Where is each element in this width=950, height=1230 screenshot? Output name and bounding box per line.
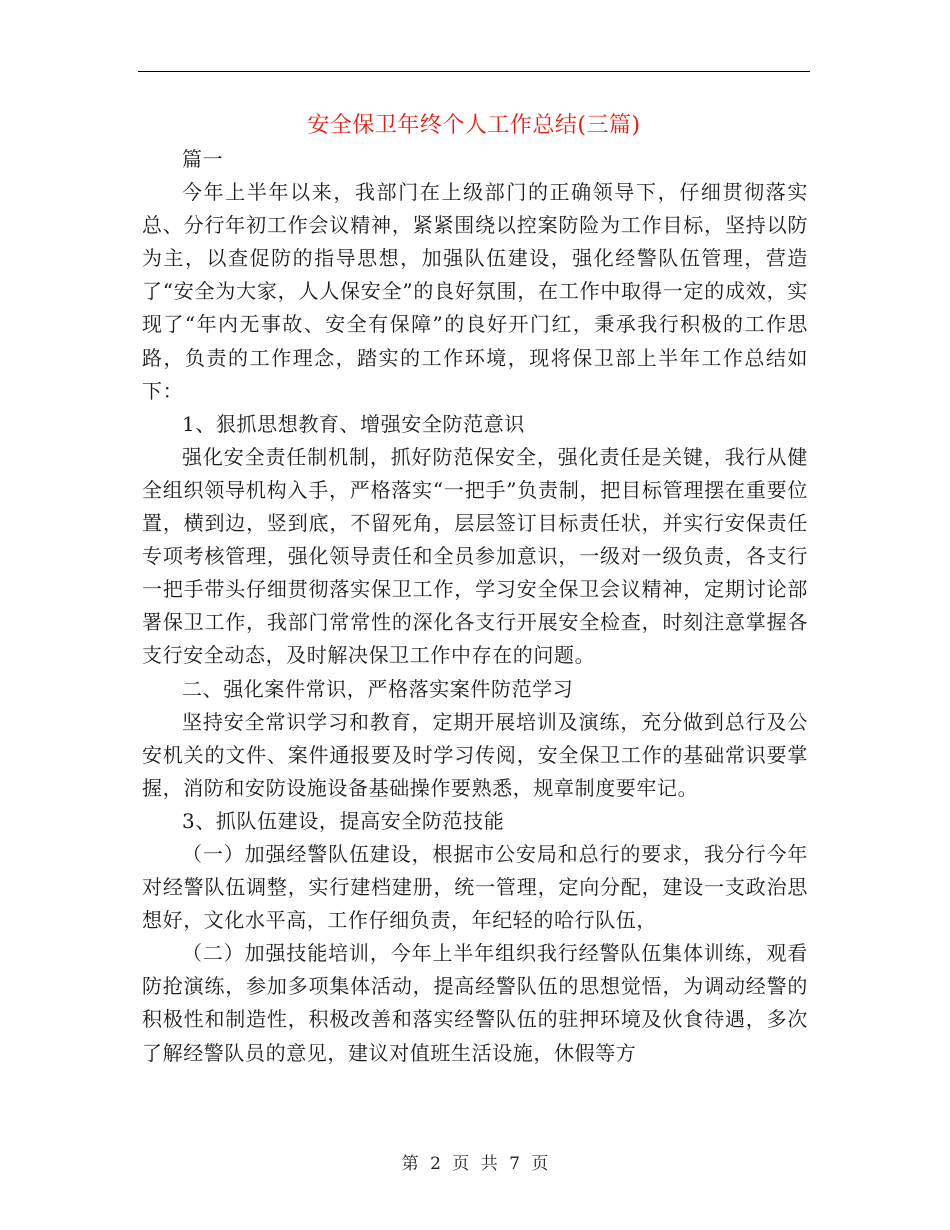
section-heading: 3、抓队伍建设，提高安全防范技能 [182,808,505,833]
section-label: 篇一 [182,147,224,171]
paragraph: （一）加强经警队伍建设，根据市公安局和总行的要求，我分行今年对经警队伍调整，实行建档建册，统一管理，定向分配，建设一支政治思想好，文化水平高，工作仔细负责，年纪轻的哈行队伍， [142,841,808,933]
paragraph: 坚持安全常识学习和教育，定期开展培训及演练，充分做到总行及公安机关的文件、案件通报要及时学习传阅，安全保卫工作的基础常识要掌握，消防和安防设施设备基础操作要熟悉，规章制度要牢记。 [142,709,808,800]
section-heading: 二、强化案件常识，严格落实案件防范学习 [182,676,574,701]
header-rule [138,71,810,72]
paragraph: （二）加强技能培训，今年上半年组织我行经警队伍集体训练，观看防抢演练，参加多项集体活动，提高经警队伍的思想觉悟，为调动经警的积极性和制造性，积极改善和落实经警队伍的驻押环境及伙食待遇，多次了解经警队员的意见，建议对值班生活设施，休假等方 [142,941,808,1065]
page-number: 第 2 页 共 7 页 [401,1154,549,1174]
paragraph: 强化安全责任制机制，抓好防范保安全，强化责任是关键，我行从健全组织领导机构入手，严格落实“一把手”负责制，把目标管理摆在重要位置，横到边，竖到底，不留死角，层层签订目标责任状，并实行安保责任专项考核管理，强化领导责任和全员参加意识，一级对一级负责，各支行一把手带头仔细贯彻落实保卫工作，学习安全保卫会议精神，定期讨论部署保卫工作，我部门常常性的深化各支行开展安全检查，时刻注意掌握各支行安全动态，及时解决保卫工作中存在的问题。 [142,444,808,668]
paragraph: 今年上半年以来，我部门在上级部门的正确领导下，仔细贯彻落实总、分行年初工作会议精神，紧紧围绕以控案防险为工作目标，坚持以防为主，以查促防的指导思想，加强队伍建设，强化经警队伍管理，营造了“安全为大家，人人保安全”的良好氛围，在工作中取得一定的成效，实现了“年内无事故、安全有保障”的良好开门红，秉承我行积极的工作思路，负责的工作理念，踏实的工作环境，现将保卫部上半年工作总结如下： [142,180,808,403]
document-body [142,143,808,1070]
document-title: 安全保卫年终个人工作总结(三篇) [307,113,641,138]
section-heading: 1、狠抓思想教育、增强安全防范意识 [182,411,525,436]
